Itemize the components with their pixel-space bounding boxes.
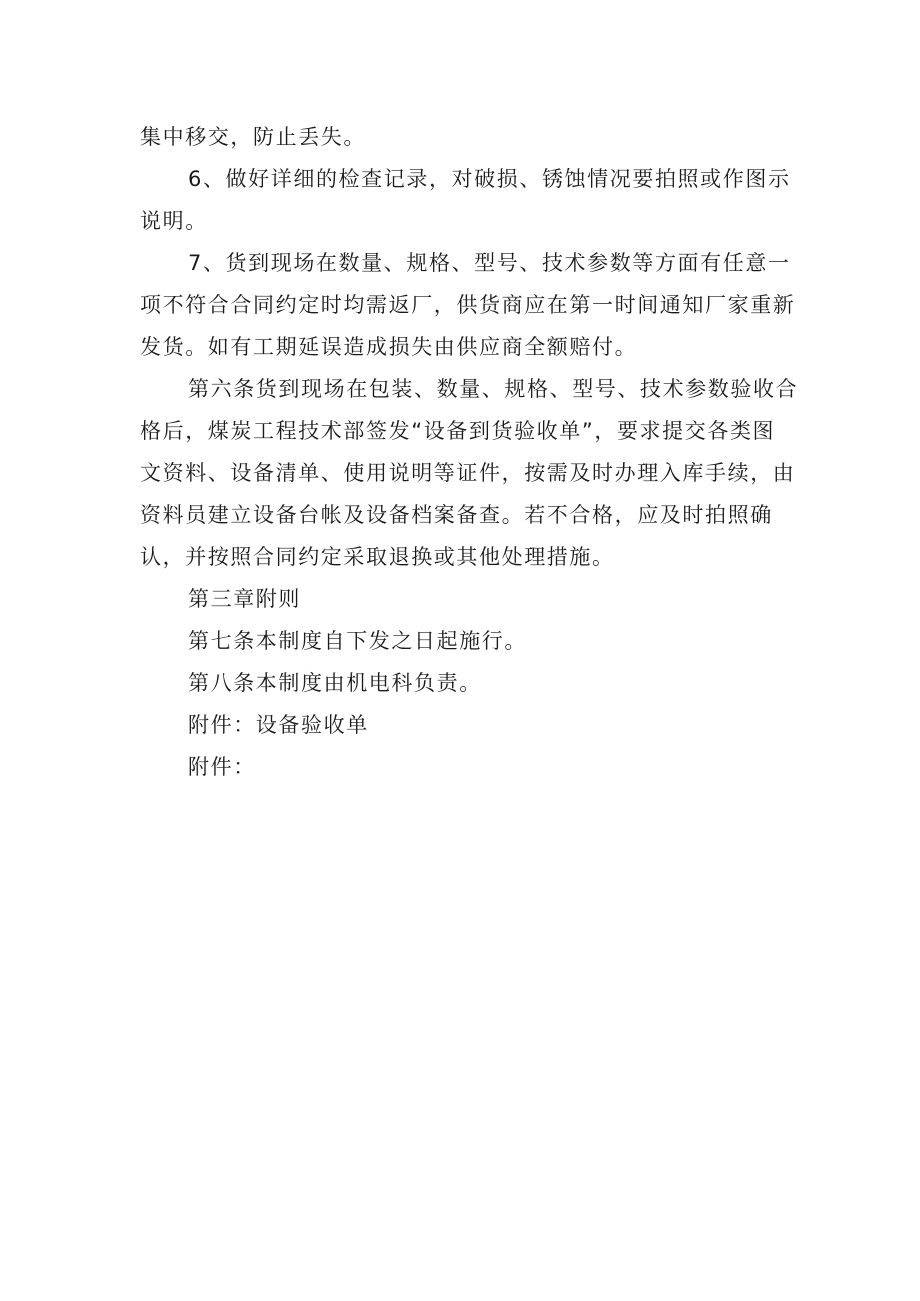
article-6-line-2: 格后，煤炭工程技术部签发“设备到货验收单”，要求提交各类图: [140, 419, 776, 443]
article-6-line-4: 资料员建立设备台帐及设备档案备查。若不合格，应及时拍照确: [140, 503, 773, 527]
item-7-line-1: 7、货到现场在数量、规格、型号、技术参数等方面有任意一: [188, 251, 791, 275]
article-7-line: 第七条本制度自下发之日起施行。: [188, 629, 527, 653]
chapter-3-heading: 第三章附则: [188, 587, 301, 611]
item-6-line-1: 6、做好详细的检查记录，对破损、锈蚀情况要拍照或作图示: [188, 167, 791, 191]
attachment-line-1: 附件：设备验收单: [188, 713, 369, 737]
article-6-line-3: 文资料、设备清单、使用说明等证件，按需及时办理入库手续，由: [140, 461, 796, 485]
document-body: [140, 116, 799, 788]
item-7-line-3: 发货。如有工期延误造成损失由供应商全额赔付。: [140, 335, 638, 359]
article-6-line-1: 第六条货到现场在包装、数量、规格、型号、技术参数验收合: [188, 377, 799, 401]
attachment-line-2: 附件：: [188, 755, 256, 779]
item-6-line-2: 说明。: [140, 209, 208, 233]
item-7-line-2: 项不符合合同约定时均需返厂，供货商应在第一时间通知厂家重新: [140, 293, 796, 317]
article-6-line-5: 认，并按照合同约定采取退换或其他处理措施。: [140, 545, 615, 569]
article-8-line: 第八条本制度由机电科负责。: [188, 671, 482, 695]
paragraph-continuation-line: 集中移交，防止丢失。: [140, 125, 366, 149]
